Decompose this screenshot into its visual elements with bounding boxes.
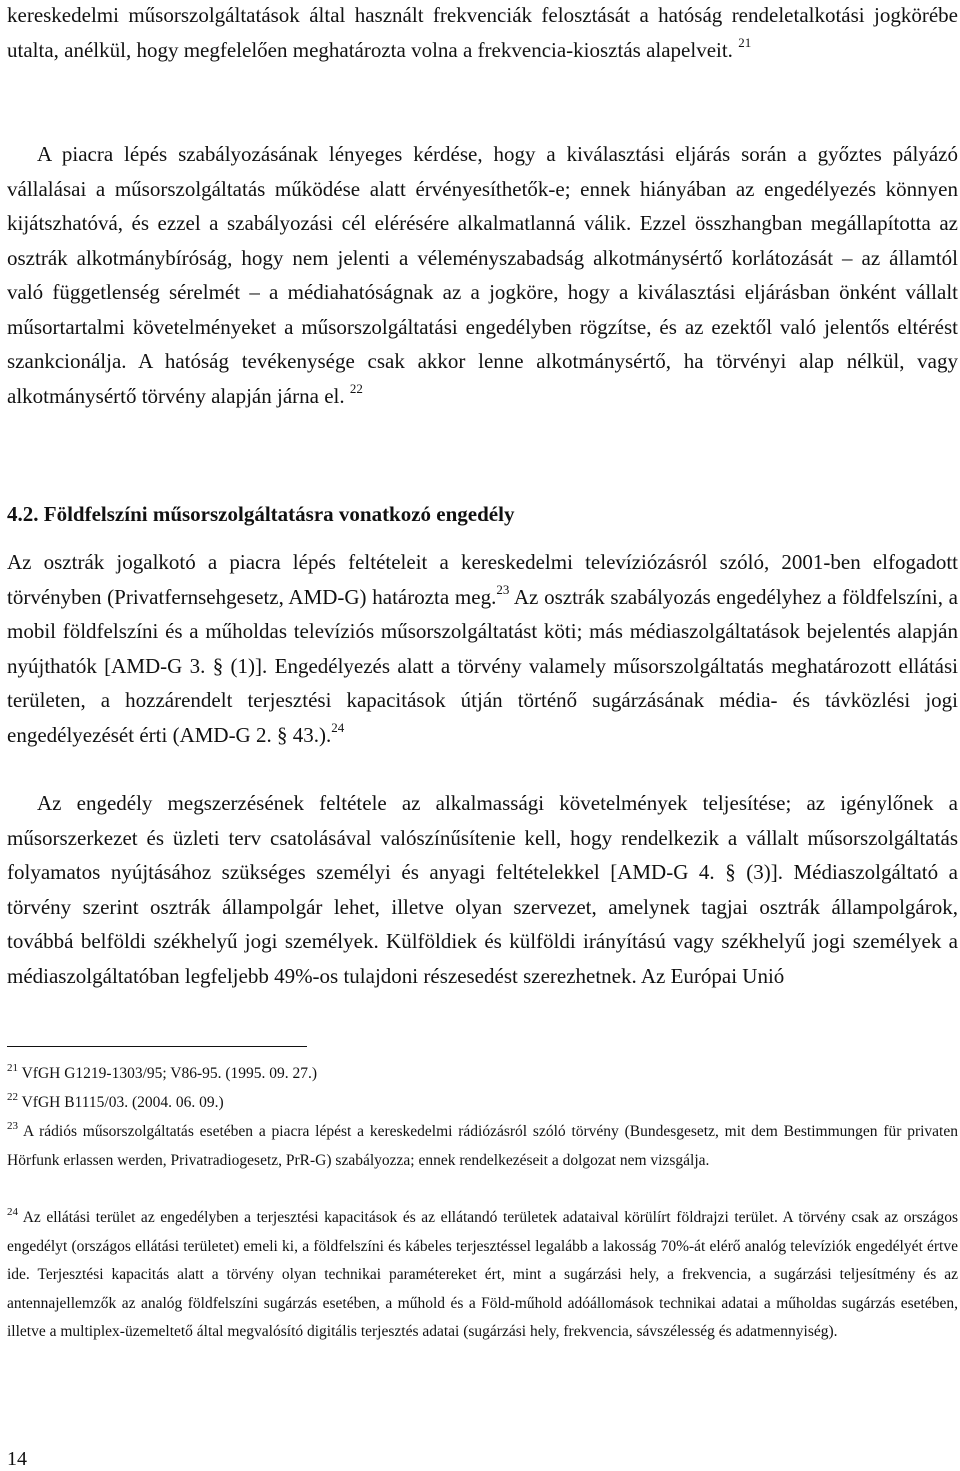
footnote-ref-22: 22 [349, 380, 363, 396]
footnote-21 [7, 1060, 958, 1089]
footnote-text: A rádiós műsorszolgáltatás esetében a piacra lépést a kereskedelmi rádiózásról szóló törvény (Bundesgesetz, mit dem Bestimmungen für privaten Hörfunk erlassen werden, Privatradiogesetz, PrR-G) szabályozza; ennek rendelkezéseit a dolgozat nem vizsgálja. [7, 1123, 958, 1169]
paragraph-text: Az osztrák szabályozás engedélyhez a földfelszíni, a mobil földfelszíni és a műholdas televíziós műsorszolgáltatást köti; más médiaszolgáltatások bejelentés alapján nyújthatók [AMD-G 3. § (1)]. Engedélyezés alatt a törvény valamely műsorszolgáltatás meghatározott ellátási területen, a hozzárendelt terjesztési kapacitások útján történő sugárzásának média- és távközlési jogi engedélyezését érti (AMD-G 2. § 43.). [7, 584, 959, 747]
footnote-separator [7, 1046, 307, 1047]
paragraph-text: kereskedelmi műsorszolgáltatások által használt frekvenciák felosztását a hatóság rendeletalkotási jogkörébe utalta, anélkül, hogy megfelelően meghatározta volna a frekvencia-kiosztás alapelveit. [7, 3, 958, 62]
paragraph-terrestrial-license [7, 545, 958, 752]
footnote-24 [7, 1204, 958, 1347]
paragraph-market-entry [7, 137, 958, 413]
page-number: 14 [7, 1448, 27, 1470]
footnote-ref-24: 24 [331, 719, 345, 735]
paragraph-text: A piacra lépés szabályozásának lényeges kérdése, hogy a kiválasztási eljárás során a győztes pályázó vállalásai a műsorszolgáltatás működése alatt érvényesíthetők-e; ennek hiányában az engedélyezés könnyen kijátszhatóvá, és ezzel a szabályozási cél elérésére alkalmatlanná válik. Ezzel összhangban megállapította az osztrák alkotmánybíróság, hogy nem jelenti a véleményszabadság alkotmánysértő korlátozását – az államtól való függetlenség sérelmét – a médiahatóságnak az a jogköre, hogy a kiválasztási eljárásban önként vállalt műsortartalmi követelményeket a műsorszolgáltatási engedélyben rögzítse, és az ezektől való jelentős eltérést szankcionálja. A hatóság tevékenysége csak akkor lenne alkotmánysértő, ha törvényi alap nélkül, vagy alkotmánysértő törvény alapján járna el. [7, 142, 958, 408]
paragraph-continuation [7, 0, 958, 67]
footnote-number: 21 [7, 1062, 18, 1074]
footnote-number: 24 [7, 1206, 18, 1218]
footnote-22 [7, 1089, 958, 1118]
footnote-23 [7, 1118, 958, 1175]
footnote-text: VfGH B1115/03. (2004. 06. 09.) [21, 1094, 224, 1111]
footnote-ref-23: 23 [496, 581, 510, 597]
footnote-number: 23 [7, 1120, 18, 1132]
footnote-text: Az ellátási terület az engedélyben a terjesztési kapacitások és az ellátandó területek adataival körülírt földrajzi terület. A törvény csak az országos engedélyt (országos ellátási területet) emeli ki, a földfelszíni és kábeles terjesztéssel legalább a lakosság 70%-át elérő analóg televíziók engedélyét értve ide. Terjesztési kapacitás alatt a törvény olyan technikai paramétereket ért, mint a sugárzási hely, a frekvencia, a sugárzási teljesítmény és az antennajellemzők az analóg földfelszíni sugárzás esetében, a műhold és a Föld-műhold adóállomások technikai adatai a műholdas sugárzás esetében, illetve a multiplex-üzemeltető által megvalósító digitális terjesztés adatai (sugárzási hely, frekvencia, sávszélesség és adatmennyiség). [7, 1209, 958, 1341]
footnote-number: 22 [7, 1091, 18, 1103]
footnote-ref-21: 21 [738, 34, 752, 50]
footnote-text: VfGH G1219-1303/95; V86-95. (1995. 09. 27.) [21, 1065, 318, 1082]
paragraph-text: Az osztrák jogalkotó a piacra lépés feltételeit a kereskedelmi televíziózásról szóló, 2001-ben elfogadott törvényben (Privatfernsehgesetz, AMD-G) határozta meg. [7, 550, 958, 609]
section-heading: 4.2. Földfelszíni műsorszolgáltatásra vonatkozó engedély [7, 502, 515, 526]
paragraph-license-conditions: Az engedély megszerzésének feltétele az alkalmassági követelmények teljesítése; az igénylőnek a műsorszerkezet és üzleti terv csatolásával valószínűsítenie kell, hogy rendelkezik a vállalt műsorszolgáltatás folyamatos nyújtásához szükséges személyi és anyagi feltételekkel [AMD-G 4. § (3)]. Médiaszolgáltató a törvény szerint osztrák állampolgár lehet, illetve olyan szervezet, amelynek tagjai osztrák állampolgárok, továbbá belföldi székhelyű jogi személyek. Külföldiek és külföldi irányítású vagy székhelyű jogi személyek a médiaszolgáltatóban legfeljebb 49%-os tulajdoni részesedést szerezhetnek. Az Európai Unió [7, 791, 958, 988]
